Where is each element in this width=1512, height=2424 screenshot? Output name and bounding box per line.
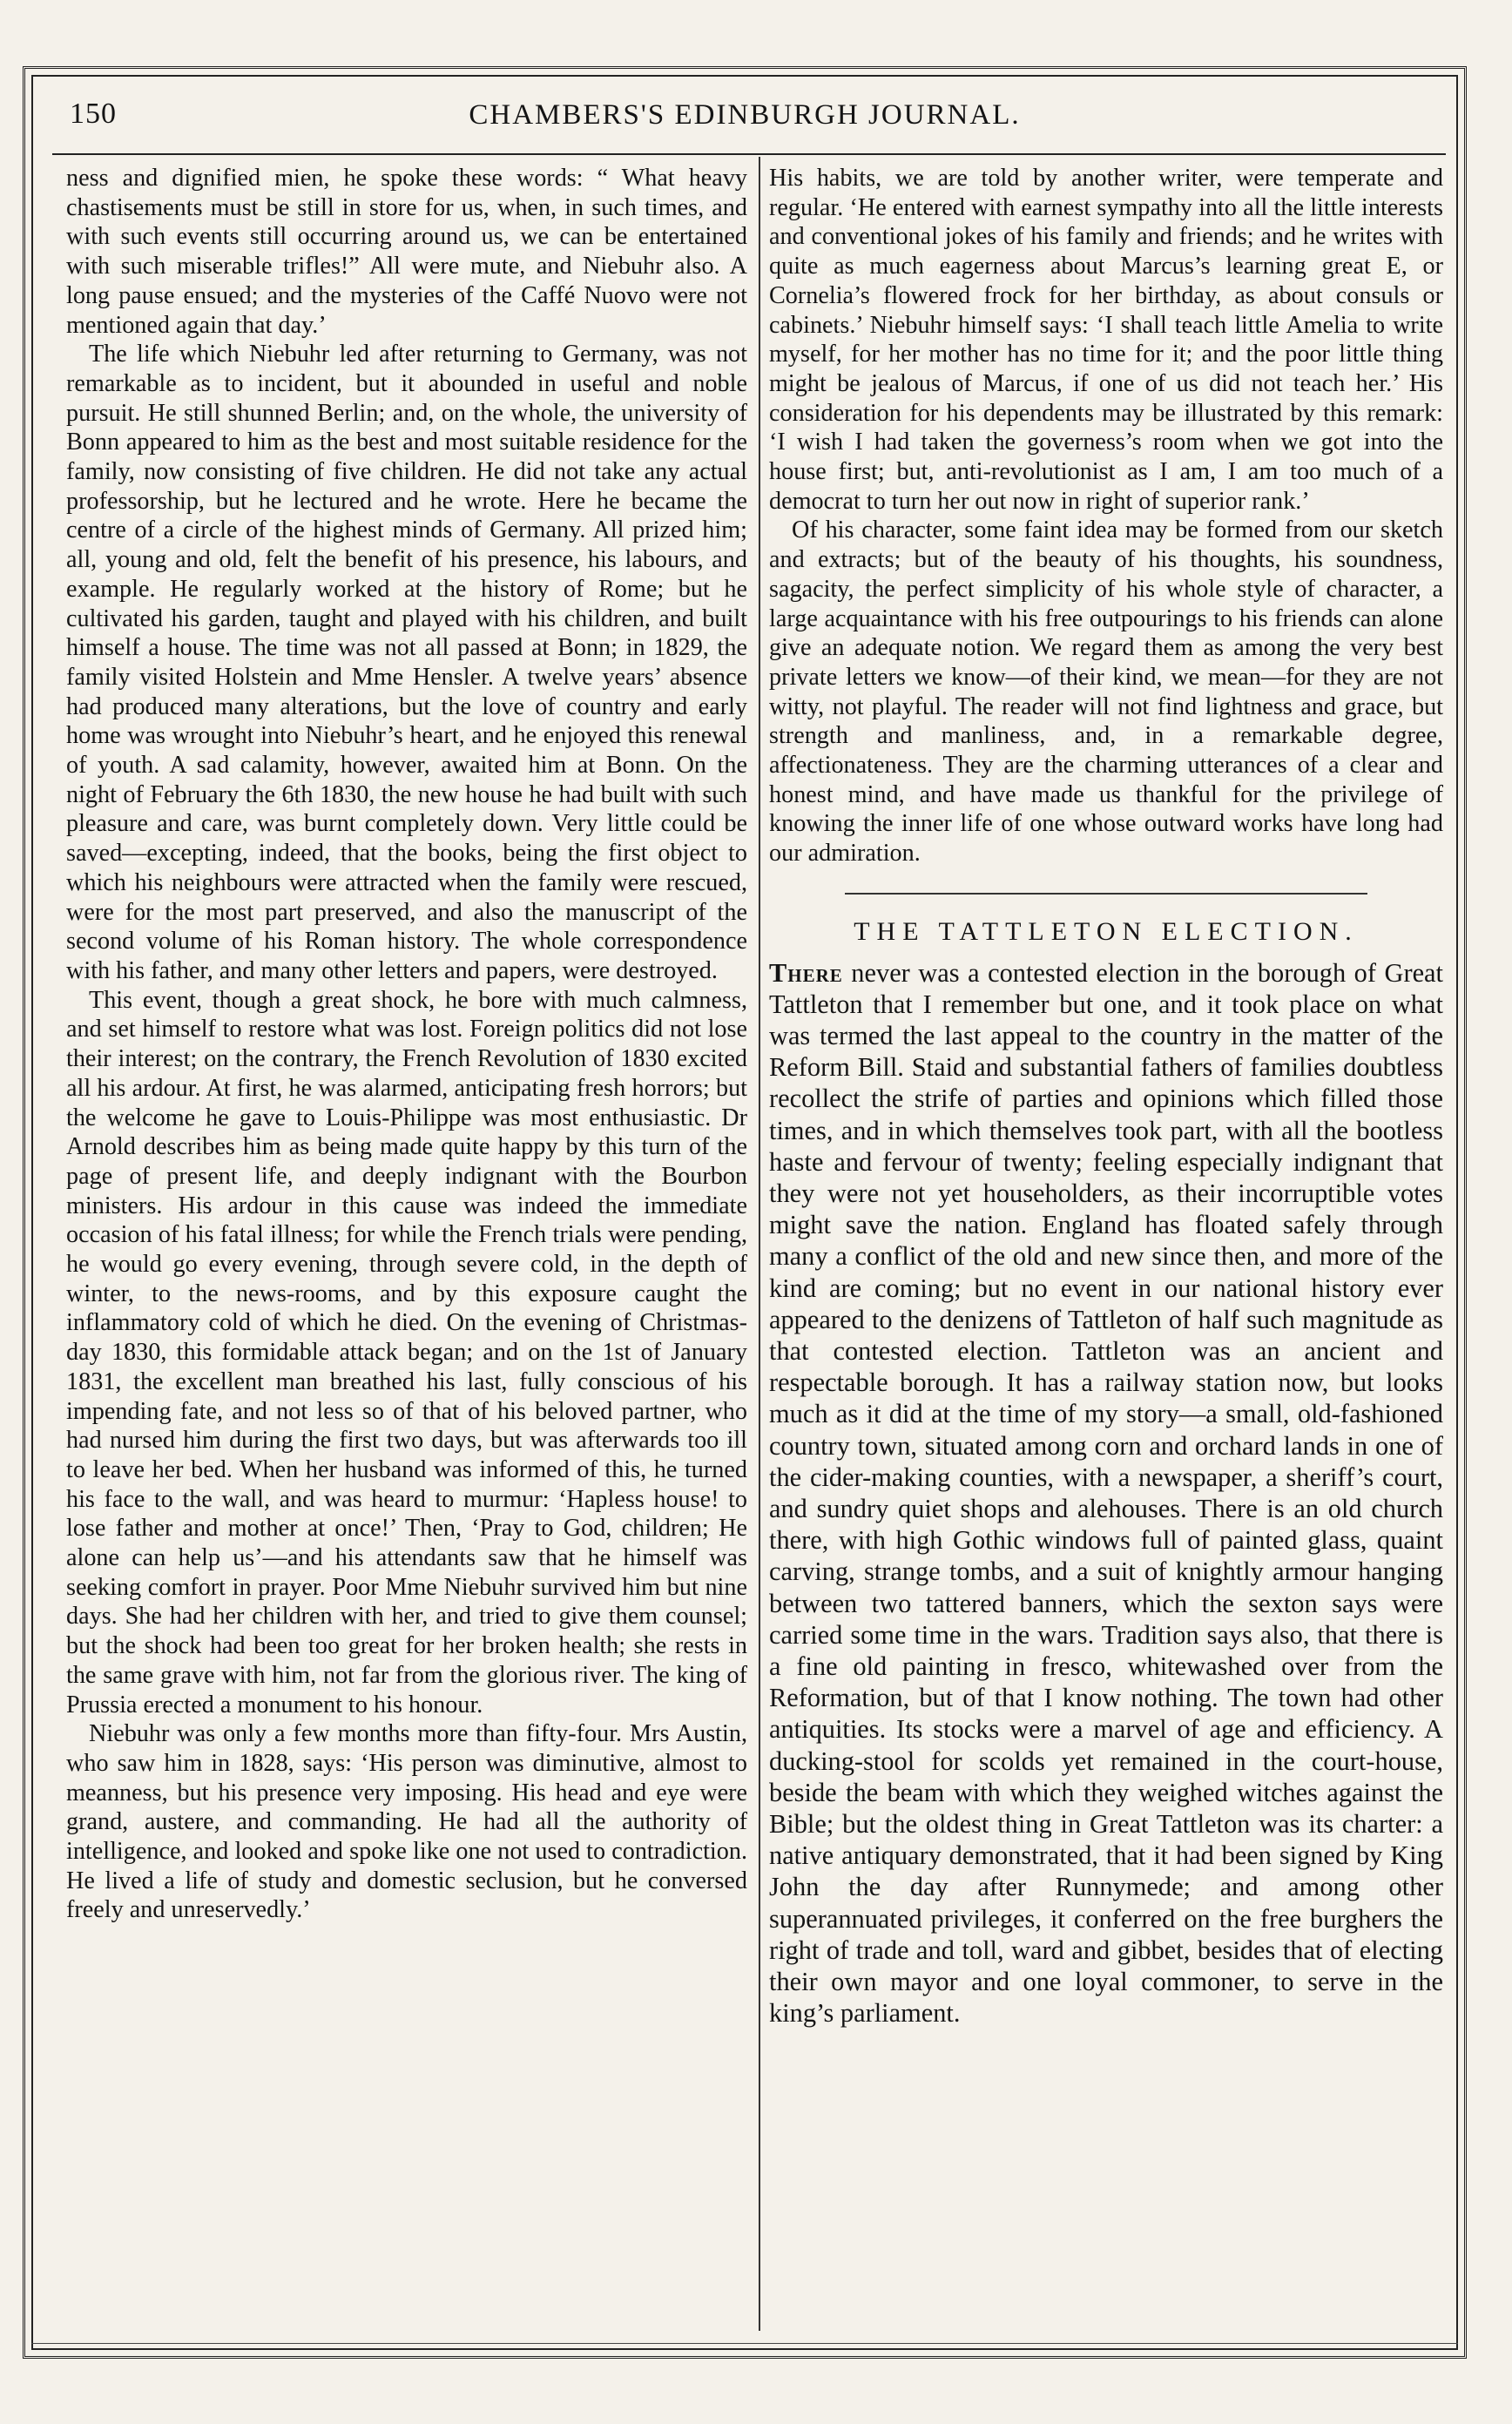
right-paragraph-2: Of his character, some faint idea may be formed from our sketch and extracts; but of the beauty of his thoughts, his soundness, sagacity, the perfect simplicity of his whole style of character, a large acquaintance with his free outpourings to his friends can alone give an adequate notion. We regard them as among the very best private letters we know—of their kind, we mean—for they are not witty, not playful. The reader will not find lightness and grace, but strength and manliness, and, in a remarkable degree, affectionateness. They are the charming utterances of a clear and honest mind, and have made us thankful for the privilege of knowing the inner life of one whose outward works have long had our admiration. [769, 517, 1443, 868]
section-divider [845, 893, 1367, 895]
article-body [769, 957, 1443, 2029]
page-header [52, 91, 1437, 146]
article-title: THE TATTLETON ELECTION. [854, 916, 1359, 946]
right-paragraph-1: His habits, we are told by another writer, were temperate and regular. ‘He entered with earnest sympathy into all the little interests and conventional jokes of his family and friends; and he writes with quite as much eagerness about Marcus’s learning great E, or Cornelia’s flowered frock for her birthday, as about consuls or cabinets.’ Niebuhr himself says: ‘I shall teach little Amelia to write myself, for her mother has no time for it; and the poor little thing might be jealous of Marcus, if one of us did not teach her.’ His consideration for his dependents may be illustrated by this remark: ‘I wish I had taken the governess’s room when we got into the house first; but, anti-revolutionist as I am, I am too much of a democrat to turn her out now in right of superior rank.’ [769, 165, 1443, 515]
header-rule [52, 153, 1446, 155]
right-column [769, 164, 1443, 2029]
left-paragraph-1: ness and dignified mien, he spoke these words: “ What heavy chastisements must be still in store for us, when, in such times, and with such events still occurring around us, we can be entertained with such miserable trifles!” All were mute, and Niebuhr also. A long pause ensued; and the mysteries of the Caffé Nuovo were not mentioned again that day.’ [66, 165, 747, 339]
article-text: never was a contested election in the borough of Great Tattleton that I remember but one, and it took place on what was termed the last appeal to the country in the matter of the Reform Bill. Staid and substantial fathers of families doubtless recollect the strife of parties and opinions which filled those times, and in which themselves took part, with all the bootless haste and fervour of twenty; feeling especially indignant that they were not yet householders, as their incorruptible votes might save the nation. England has floated safely through many a conflict of the old and new since then, and more of the kind are coming; but no event in our national history ever appeared to the denizens of Tattleton of half such magnitude as that contested election. Tattleton was an ancient and respectable borough. It has a railway station now, but looks much as it did at the time of my story—a small, old-fashioned country town, situated among corn and orchard lands in one of the cider-making counties, with a newspaper, a sheriff’s court, and sundry quiet shops and alehouses. There is an old church there, with high Gothic windows full of painted glass, quaint carving, strange tombs, and a suit of knightly armour hanging between two tattered banners, which the sexton says were carried some time in the wars. Tradition says also, that there is a fine old painting in fresco, whitewashed over from the Reformation, but of that I know nothing. The town had other antiquities. Its stocks were a marvel of age and efficiency. A ducking-stool for scolds yet remained in the court-house, beside the beam with which they weighed witches against the Bible; but the oldest thing in Great Tattleton was its charter: a native antiquary demonstrated, that it had been signed by King John the day after Runnymede; and among other superannuated privileges, it conferred on the free burghers the right of trade and toll, ward and gibbet, besides that of electing their own mayor and one loyal commoner, to serve in the king’s parliament. [769, 957, 1443, 2029]
left-paragraph-4: Niebuhr was only a few months more than fifty-four. Mrs Austin, who saw him in 1828, says: ‘His person was diminutive, almost to meanness, but his presence very imposing. His head and eye were grand, austere, and commanding. He had all the authority of intelligence, and looked and spoke like one not used to contradiction. He lived a life of study and domestic seclusion, but he conversed freely and unreservedly.’ [66, 1720, 747, 1924]
footer-rule [31, 2343, 1458, 2344]
article-lead-word: There [769, 957, 843, 988]
left-paragraph-2: The life which Niebuhr led after returning to Germany, was not remarkable as to incident, but it abounded in useful and noble pursuit. He still shunned Berlin; and, on the whole, the university of Bonn appeared to him as the best and most suitable residence for the family, now consisting of five children. He did not take any actual professorship, but he lectured and he wrote. Here he became the centre of a circle of the highest minds of Germany. All prized him; all, young and old, felt the benefit of his presence, his labours, and example. He regularly worked at the history of Rome; but he cultivated his garden, taught and played with his children, and built himself a house. The time was not all passed at Bonn; in 1829, the family visited Holstein and Mme Hensler. A twelve years’ absence had produced many alterations, but the love of country and early home was wrought into Niebuhr’s heart, and he enjoyed this renewal of youth. A sad calamity, however, awaited him at Bonn. On the night of February the 6th 1830, the new house he had built with such pleasure and care, was burnt completely down. Very little could be saved—excepting, indeed, that the books, being the first object to which his neighbours were attracted when the family were rescued, were for the most part preserved, and also the manuscript of the second volume of his Roman history. The whole correspondence with his father, and many other letters and papers, were destroyed. [66, 341, 747, 984]
journal-title: CHAMBERS'S EDINBURGH JOURNAL. [469, 99, 1021, 131]
left-column [66, 164, 747, 1925]
page-number: 150 [70, 98, 117, 130]
column-divider [759, 157, 760, 2331]
left-paragraph-3: This event, though a great shock, he bore with much calmness, and set himself to restore what was lost. Foreign politics did not lose their interest; on the contrary, the French Revolution of 1830 excited all his ardour. At first, he was alarmed, anticipating fresh horrors; but the welcome he gave to Louis-Philippe was most enthusiastic. Dr Arnold describes him as being made quite happy by this turn of the page of present life, and deeply indignant with the Bourbon ministers. His ardour in this cause was indeed the immediate occasion of his fatal illness; for while the French trials were pending, he would go every evening, through severe cold, in the depth of winter, to the news-rooms, and by this exposure caught the inflammatory cold of which he died. On the evening of Christmas-day 1830, this formidable attack began; and on the 1st of January 1831, the excellent man breathed his last, fully conscious of his impending fate, and not less so of that of his beloved partner, who had nursed him during the first two days, but was afterwards too ill to leave her bed. When her husband was informed of this, he turned his face to the wall, and was heard to murmur: ‘Hapless house! to lose father and mother at once!’ Then, ‘Pray to God, children; He alone can help us’—and his attendants saw that he himself was seeking comfort in prayer. Poor Mme Niebuhr survived him but nine days. She had her children with her, and tried to give them counsel; but the shock had been too great for her broken health; she rests in the same grave with him, not far from the glorious river. The king of Prussia erected a monument to his honour. [66, 986, 747, 1718]
